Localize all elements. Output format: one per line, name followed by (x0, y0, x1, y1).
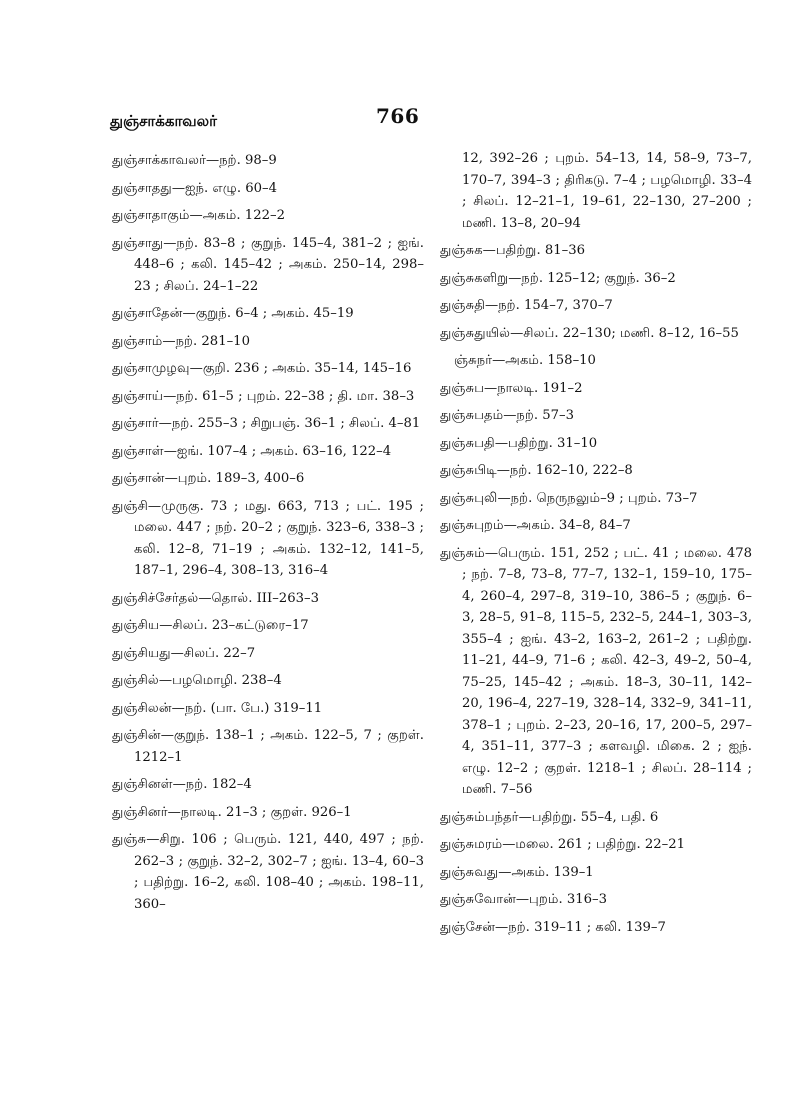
index-entry: துஞ்சிச்சேர்தல்—தொல். III–263–3 (112, 590, 319, 606)
index-entry: துஞ்சாது—நற். 83–8 ; குறுந். 145–4, 381–2 ; ஐங். 448–6 ; கலி. 145–42 ; அகம். 250–14, 298–23 ; சிலப். 24–1–22 (112, 235, 424, 294)
index-entry: துஞ்சாய்—நற். 61–5 ; புறம். 22–38 ; தி. மா. 38–3 (112, 388, 415, 404)
right-column (440, 150, 752, 944)
index-entry: துஞ்சியது—சிலப். 22–7 (112, 645, 256, 661)
running-head: துஞ்சாக்காவலர் (110, 112, 217, 130)
index-entry: துஞ்சுக—பதிற்று. 81–36 (440, 243, 585, 258)
index-entry: துஞ்சாள்—ஐங். 107–4 ; அகம். 63–16, 122–4 (112, 443, 392, 459)
index-entry: துஞ்சார்—நற். 255–3 ; சிறுபஞ். 36–1 ; சிலப். 4–81 (112, 416, 421, 431)
index-entry: துஞ்சும்பந்தர்—பதிற்று. 55–4, பதி. 6 (440, 809, 659, 825)
index-entry: துஞ்சுதுயில்—சிலப். 22–130; மணி. 8–12, 16–55 (440, 325, 739, 341)
index-entry: துஞ்சாதேன்—குறுந். 6–4 ; அகம். 45–19 (112, 306, 354, 321)
index-entry: துஞ்சுபதம்—நற். 57–3 (440, 408, 574, 423)
index-entry: துஞ்சுபுறம்—அகம். 34–8, 84–7 (440, 518, 631, 533)
index-entry: துஞ்சாக்காவலர்—நற். 98–9 (112, 153, 277, 168)
index-entry-fragment: ஞ்சுநர்—அகம். 158–10 (454, 353, 596, 368)
index-entry: துஞ்சுபுலி—நற். நெருநலும்–9 ; புறம். 73–7 (440, 490, 698, 506)
index-entry: துஞ்சுபிடி—நற். 162–10, 222–8 (440, 463, 633, 478)
index-entry: துஞ்சி—முருகு. 73 ; மது. 663, 713 ; பட். 195 ; மலை. 447 ; நற். 20–2 ; குறுந். 323–6, 338–3 ; கலி. 12–8, 71–19 ; அகம். 132–12, 141–5, 187–1, 296–4, 308–13, 316–4 (112, 498, 424, 578)
index-entry: துஞ்சாம்—நற். 281–10 (112, 333, 250, 349)
index-entry: துஞ்சினள்—நற். 182–4 (112, 777, 252, 792)
index-entry: துஞ்சுகளிறு—நற். 125–12; குறுந். 36–2 (440, 270, 676, 286)
index-entry: துஞ்சாதது—ஐந். எழு. 60–4 (112, 180, 277, 196)
index-entry: துஞ்சுவது—அகம். 139–1 (440, 864, 594, 880)
index-entry: துஞ்சுமரம்—மலை. 261 ; பதிற்று. 22–21 (440, 837, 686, 852)
index-entry: துஞ்சு—சிறு. 106 ; பெரும். 121, 440, 497 ; நற். 262–3 ; குறுந். 32–2, 302–7 ; ஐங். 13–4, 60–3 ; பதிற்று. 16–2, கலி. 108–40 ; அகம். 198–11, 360– (112, 832, 424, 912)
left-column (112, 150, 424, 921)
index-entry: துஞ்சிலன்—நற். (பா. பே.) 319–11 (112, 700, 323, 716)
page-number: 766 (376, 104, 420, 128)
index-entry: துஞ்சினர்—நாலடி. 21–3 ; குறள். 926–1 (112, 804, 352, 820)
index-entry: துஞ்சுபதி—பதிற்று. 31–10 (440, 435, 598, 451)
index-entry: துஞ்சாமுழவு—குறி. 236 ; அகம். 35–14, 145–16 (112, 361, 412, 376)
index-entry: துஞ்சின்—குறுந். 138–1 ; அகம். 122–5, 7 ; குறள். 1212–1 (112, 728, 424, 765)
index-entry-continuation: 12, 392–26 ; புறம். 54–13, 14, 58–9, 73–7, 170–7, 394–3 ; திரிகடு. 7–4 ; பழமொழி. 33–4 ; சிலப். 12–21–1, 19–61, 22–130, 27–200 ; மணி. 13–8, 20–94 (462, 151, 752, 231)
index-entry: துஞ்சுதி—நற். 154–7, 370–7 (440, 298, 613, 313)
index-entry: துஞ்சில்—பழமொழி. 238–4 (112, 673, 282, 688)
index-entry: துஞ்சான்—புறம். 189–3, 400–6 (112, 471, 305, 486)
index-entry: துஞ்சாதாகும்—அகம். 122–2 (112, 208, 285, 223)
index-entry: துஞ்சேன்—நற். 319–11 ; கலி. 139–7 (440, 919, 666, 935)
index-entry: துஞ்சிய—சிலப். 23–கட்டுரை–17 (112, 618, 309, 633)
index-entry: துஞ்சுவோன்—புறம். 316–3 (440, 892, 607, 907)
index-entry: துஞ்சும்—பெரும். 151, 252 ; பட். 41 ; மலை. 478 ; நற். 7–8, 73–8, 77–7, 132–1, 159–10, 175–4, 260–4, 297–8, 319–10, 386–5 ; குறுந். 6–3, 28–5, 91–8, 115–5, 232–5, 244–1, 303–3, 355–4 ; ஐங். 43–2, 163–2, 261–2 ; பதிற்று. 11–21, 44–9, 71–6 ; கலி. 42–3, 49–2, 50–4, 75–25, 145–42 ; அகம். 18–3, 30–11, 142–20, 196–4, 227–19, 328–14, 332–9, 341–11, 378–1 ; புறம். 2–23, 20–16, 17, 200–5, 297–4, 351–11, 377–3 ; களவழி. மிகை. 2 ; ஐந். எழு. 12–2 ; குறள். 1218–1 ; சிலப். 28–114 ; மணி. 7–56 (440, 545, 752, 797)
index-entry: துஞ்சுப—நாலடி. 191–2 (440, 380, 583, 396)
